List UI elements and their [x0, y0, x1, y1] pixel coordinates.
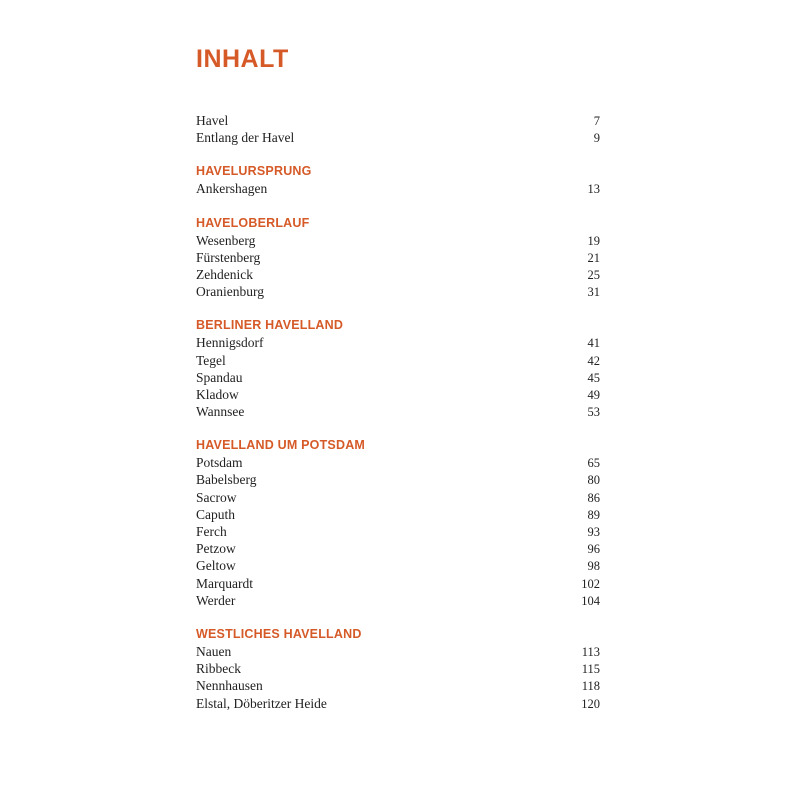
toc-entry [196, 369, 600, 386]
toc-entry-page-number: 53 [587, 405, 600, 420]
toc-section [196, 163, 600, 197]
toc-entry-page-number: 98 [587, 559, 600, 574]
toc-entry-page-number: 19 [587, 233, 600, 248]
toc-entry-page-number: 7 [593, 114, 600, 128]
toc-entry [196, 643, 600, 660]
toc-entry [196, 334, 600, 351]
toc-entry-page-number: 49 [587, 387, 600, 402]
toc-entry [196, 575, 600, 592]
toc-entry-page-number: 80 [587, 473, 600, 488]
toc-entry [196, 232, 600, 249]
toc-entry-label: Fürstenberg [196, 249, 261, 265]
toc-entry-label: Havel [196, 113, 229, 128]
toc-section [196, 215, 600, 301]
toc-entry-label: Oranienburg [196, 284, 264, 300]
toc-entry [196, 352, 600, 369]
toc-entry-page-number: 115 [581, 662, 600, 677]
toc-section-heading: HAVELOBERLAUF [196, 215, 310, 230]
toc-entry-page-number: 102 [581, 576, 600, 591]
toc-entry-page-number: 65 [587, 456, 600, 471]
toc-entry [196, 489, 600, 506]
toc-entry-label: Marquardt [196, 575, 253, 591]
toc-entry-page-number: 21 [587, 250, 600, 265]
toc-entry-page-number: 120 [581, 696, 600, 711]
page-title: INHALT [196, 45, 289, 73]
toc-entry-label: Nauen [196, 643, 232, 659]
toc-entry-page-number: 104 [581, 593, 600, 608]
toc-entry-page-number: 89 [587, 507, 600, 522]
toc-entry-page-number: 86 [587, 490, 600, 505]
toc-entry [196, 249, 600, 266]
toc-entry [196, 471, 600, 488]
toc-section [196, 626, 600, 712]
toc-entry-page-number: 41 [587, 336, 600, 351]
toc-entry-label: Ankershagen [196, 181, 268, 197]
toc-entry [196, 557, 600, 574]
toc-entry-label: Petzow [196, 541, 236, 557]
toc-entry-label: Potsdam [196, 455, 243, 471]
toc-entry-label: Tegel [196, 352, 226, 368]
toc-entry-label: Sacrow [196, 489, 237, 505]
toc-intro-group [196, 112, 600, 146]
toc-entry-page-number: 45 [587, 370, 600, 385]
toc-entry-page-number: 42 [587, 353, 600, 368]
toc-entry-page-number: 13 [587, 182, 600, 197]
toc-entry-label: Wesenberg [196, 232, 256, 248]
toc-entry [196, 523, 600, 540]
toc-entry [196, 112, 600, 129]
toc-entry [196, 403, 600, 420]
toc-entry-label: Ribbeck [196, 661, 241, 677]
toc-entry [196, 677, 600, 694]
toc-entry [196, 129, 600, 146]
toc-entry [196, 180, 600, 197]
toc-entry-label: Entlang der Havel [196, 130, 295, 146]
toc-section [196, 437, 600, 609]
toc-entry-page-number: 113 [581, 644, 600, 659]
toc-entry [196, 386, 600, 403]
toc-page [196, 0, 600, 800]
toc-entry-page-number: 25 [587, 267, 600, 282]
toc-entry [196, 695, 600, 712]
toc-section-heading: HAVELURSPRUNG [196, 164, 312, 179]
toc-entry [196, 592, 600, 609]
toc-entry-label: Spandau [196, 369, 243, 385]
toc-entry-label: Kladow [196, 386, 239, 402]
toc-entry-label: Zehdenick [196, 266, 253, 282]
toc-entry-label: Werder [196, 592, 236, 608]
toc-entry [196, 540, 600, 557]
toc-entry-label: Geltow [196, 558, 236, 574]
toc-entry-label: Caputh [196, 506, 235, 522]
toc-section-heading: WESTLICHES HAVELLAND [196, 626, 362, 641]
toc-entry [196, 266, 600, 283]
toc-entry-label: Wannsee [196, 404, 245, 420]
toc-entry-page-number: 118 [581, 679, 600, 694]
toc-section-heading: BERLINER HAVELLAND [196, 318, 344, 333]
toc-entry-label: Hennigsdorf [196, 335, 264, 351]
toc-entry-label: Babelsberg [196, 472, 257, 488]
toc-entry-label: Ferch [196, 524, 227, 539]
toc-entry [196, 283, 600, 300]
toc-entry [196, 454, 600, 471]
toc-section-heading: HAVELLAND UM POTSDAM [196, 438, 366, 453]
toc-entry-label: Elstal, Döberitzer Heide [196, 695, 327, 711]
toc-entry-page-number: 93 [587, 525, 600, 539]
toc-entry-page-number: 31 [587, 285, 600, 300]
toc-entry-page-number: 9 [593, 131, 600, 146]
table-of-contents [196, 112, 600, 729]
toc-section [196, 317, 600, 420]
toc-entry-label: Nennhausen [196, 678, 263, 694]
toc-entry [196, 506, 600, 523]
toc-entry-page-number: 96 [587, 542, 600, 557]
toc-entry [196, 660, 600, 677]
